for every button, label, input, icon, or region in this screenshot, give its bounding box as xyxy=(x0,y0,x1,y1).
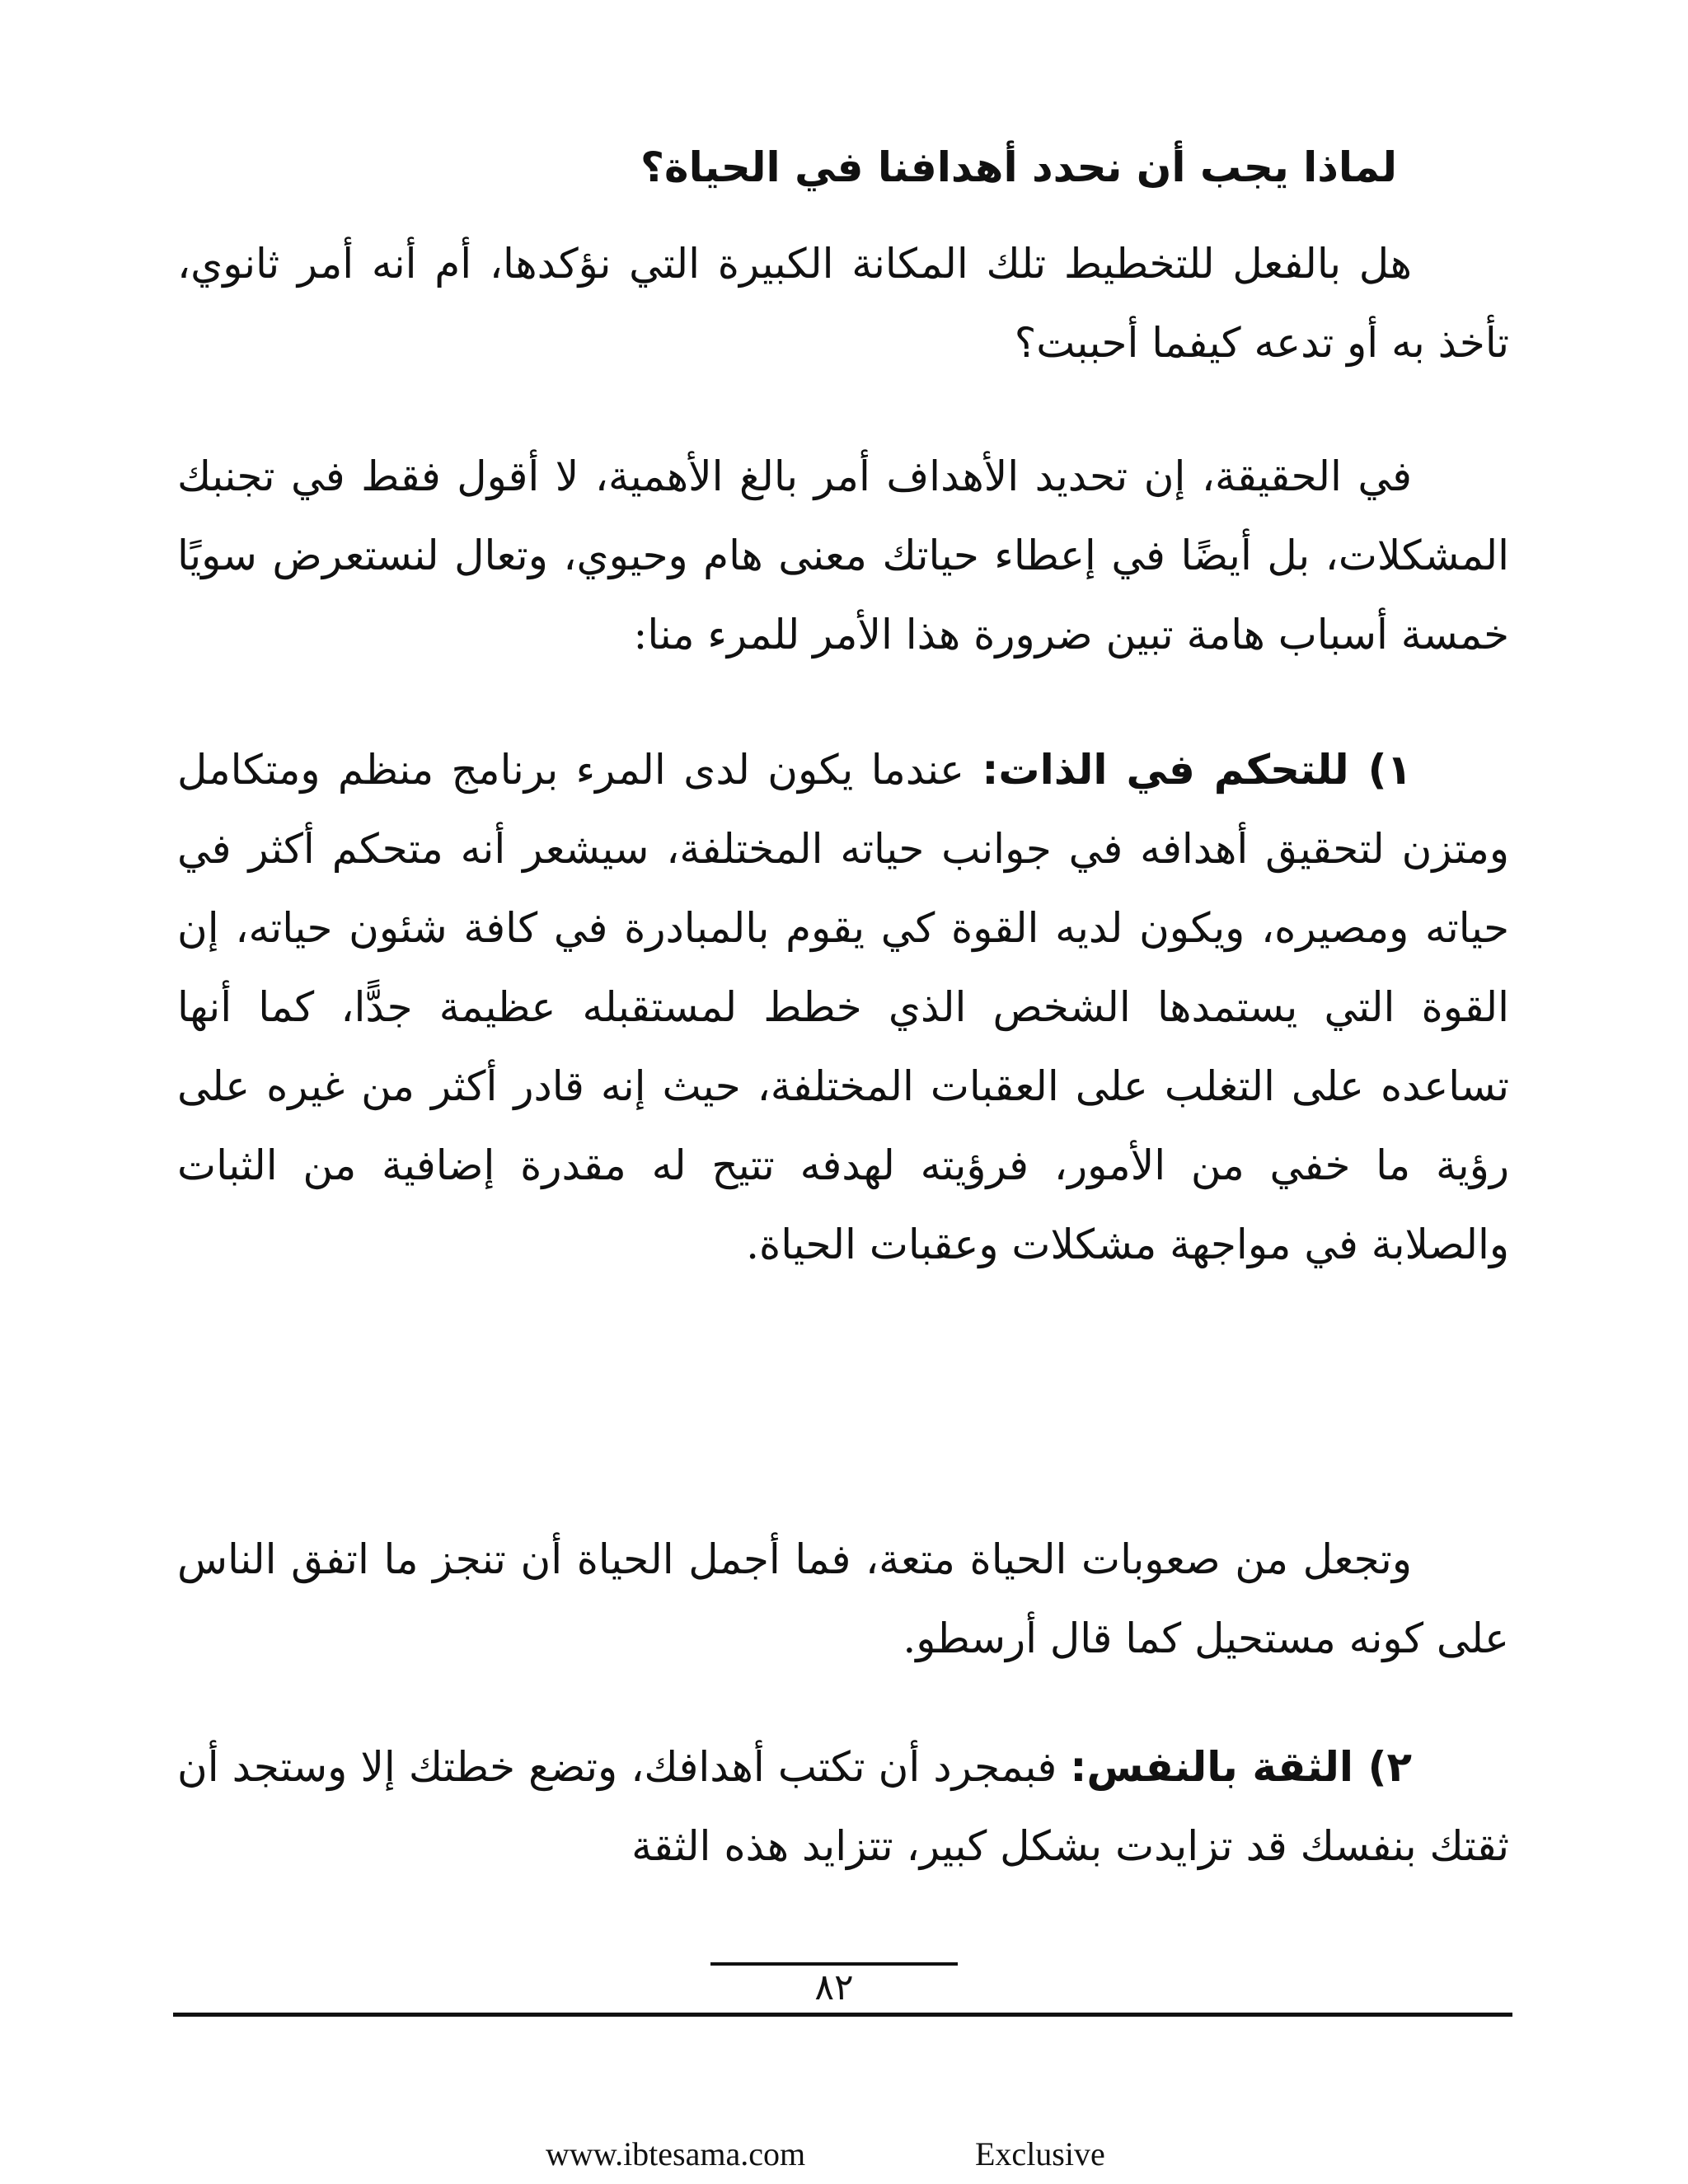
paragraph-5 xyxy=(177,1727,1509,1886)
paragraph-4 xyxy=(177,1520,1509,1678)
page-number: ٨٢ xyxy=(814,1966,854,2008)
paragraph-3-text xyxy=(177,730,1509,1284)
point-1-body: عندما يكون لدى المرء برنامج منظم ومتكامل ومتزن لتحقيق أهدافه في جوانب حياته المختلفة، سيشعر أنه متحكم أكثر في حياته ومصيره، ويكون لديه القوة كي يقوم بالمبادرة في كافة شئون حياته، إن القوة التي يستمدها الشخص الذي خطط لمستقبله عظيمة جدًّا، كما أنها تساعده على التغلب على العقبات المختلفة، حيث إنه قادر أكثر من غيره على رؤية ما خفي من الأمور، فرؤيته لهدفه تتيح له مقدرة إضافية من الثبات والصلابة في مواجهة مشكلات وعقبات الحياة. xyxy=(177,746,1509,1268)
point-2-body: فبمجرد أن تكتب أهدافك، وتضع خطتك إلا وستجد أن ثقتك بنفسك قد تزايدت بشكل كبير، تتزايد هذه الثقة xyxy=(177,1743,1509,1870)
paragraph-1-text: هل بالفعل للتخطيط تلك المكانة الكبيرة التي نؤكدها، أم أنه أمر ثانوي، تأخذ به أو تدعه كيفما أحببت؟ xyxy=(177,240,1509,367)
paragraph-4-text: وتجعل من صعوبات الحياة متعة، فما أجمل الحياة أن تنجز ما اتفق الناس على كونه مستحيل كما قال أرسطو. xyxy=(177,1535,1509,1662)
footer xyxy=(0,2130,1688,2179)
paragraph-1 xyxy=(177,224,1509,382)
paragraph-5-text xyxy=(177,1727,1509,1886)
paragraph-2-text: في الحقيقة، إن تحديد الأهداف أمر بالغ الأهمية، لا أقول فقط في تجنبك المشكلات، بل أيضًا في إعطاء حياتك معنى هام وحيوي، وتعال لنستعرض سويًا خمسة أسباب هامة تبين ضرورة هذا الأمر للمرء منا: xyxy=(177,452,1509,658)
point-1-title: ١) للتحكم في الذات: xyxy=(982,746,1412,794)
section-heading: لماذا يجب أن نحدد أهدافنا في الحياة؟ xyxy=(640,143,1397,191)
footer-label: Exclusive xyxy=(975,2135,1105,2172)
footer-rule xyxy=(173,2013,1512,2017)
footer-site: www.ibtesama.com xyxy=(546,2135,806,2172)
point-2-title: ٢) الثقة بالنفس: xyxy=(1070,1743,1412,1791)
paragraph-2 xyxy=(177,437,1509,674)
paragraph-3 xyxy=(177,730,1509,1284)
